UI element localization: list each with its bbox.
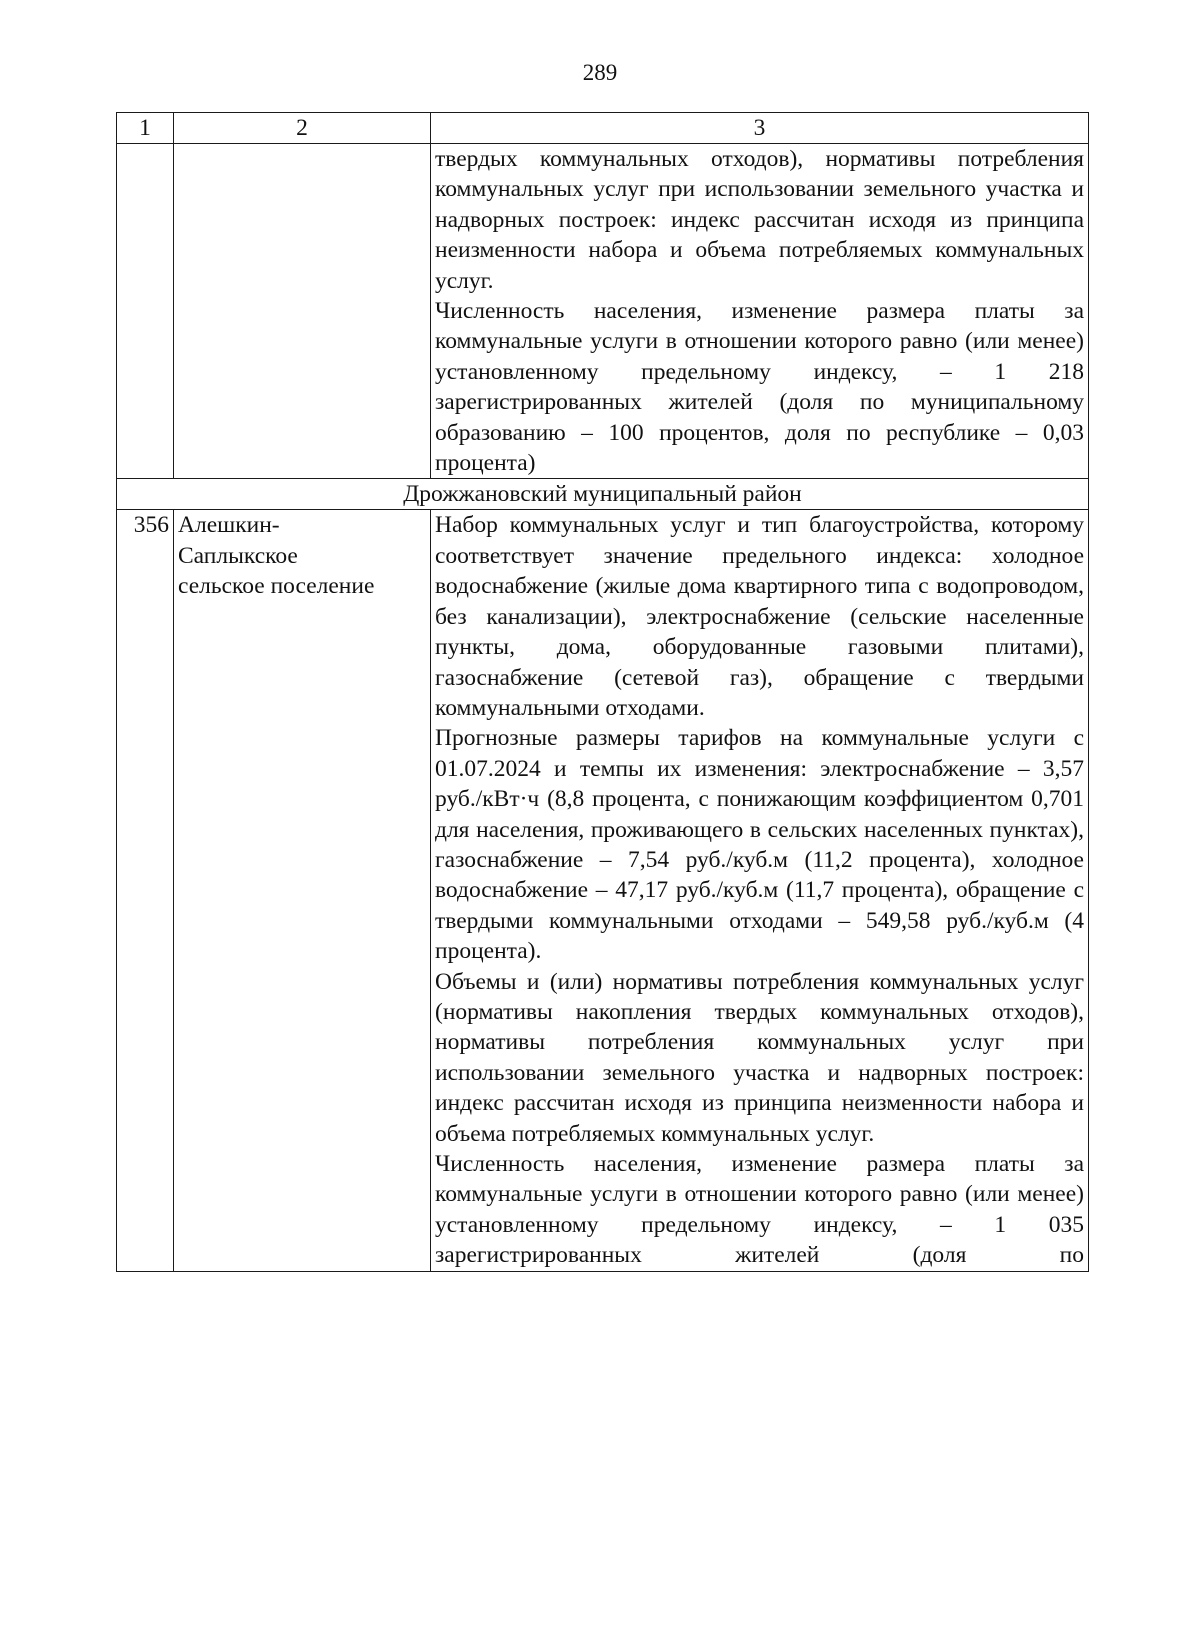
description-cell bbox=[431, 144, 1089, 479]
description-paragraph: Численность населения, изменение размера платы за коммунальные услуги в отношении которого равно (или менее) установленному предельному индексу, – 1 218 зарегистрированных жителей (доля по муниципальному образованию – 100 процентов, доля по республике – 0,03 процента) bbox=[435, 298, 1084, 477]
settlement-name-line: Алешкин- bbox=[178, 512, 280, 539]
description-paragraph: Набор коммунальных услуг и тип благоустройства, которому соответствует значение предельного индекса: холодное водоснабжение (жилые дома квартирного типа с водопроводом, без канализации), электроснабжение (сельские населенные пункты, дома, оборудованные газовыми плитами), газоснабжение (сетевой газ), обращение с твердыми коммунальными отходами. bbox=[435, 512, 1084, 721]
section-row bbox=[117, 479, 1089, 510]
description-paragraph: твердых коммунальных отходов), нормативы потребления коммунальных услуг при использовании земельного участка и надворных построек: индекс рассчитан исходя из принципа неизменности набора и объема потребляемых коммунальных услуг. bbox=[435, 146, 1084, 294]
tariff-table bbox=[116, 112, 1089, 1272]
column-header-3: 3 bbox=[431, 113, 1089, 144]
table-header-row bbox=[117, 113, 1089, 144]
description-paragraph: Прогнозные размеры тарифов на коммунальные услуги с 01.07.2024 и темпы их изменения: электроснабжение – 3,57 руб./кВт·ч (8,8 процента, с понижающим коэффициентом 0,701 для населения, проживающего в сельских населенных пунктах), газоснабжение – 7,54 руб./куб.м (11,2 процента), холодное водоснабжение – 47,17 руб./куб.м (11,7 процента), обращение с твердыми коммунальными отходами – 549,58 руб./куб.м (4 процента). bbox=[435, 725, 1084, 965]
district-title: Дрожжановский муниципальный район bbox=[117, 479, 1089, 510]
row-number-cell: 356 bbox=[117, 510, 174, 1271]
table-row-continued bbox=[117, 144, 1089, 479]
description-cell bbox=[431, 510, 1089, 1271]
settlement-name-line: Саплыкское bbox=[178, 542, 298, 569]
description-paragraph: Численность населения, изменение размера платы за коммунальные услуги в отношении которого равно (или менее) установленному предельному индексу, – 1 035 зарегистрированных жителей (доля по bbox=[435, 1151, 1084, 1269]
table-row bbox=[117, 510, 1089, 1271]
column-header-2: 2 bbox=[174, 113, 431, 144]
page-number: 289 bbox=[582, 60, 618, 85]
row-number-cell bbox=[117, 144, 174, 479]
settlement-name-cell bbox=[174, 510, 431, 1271]
settlement-name-line: сельское поселение bbox=[178, 573, 375, 600]
column-header-1: 1 bbox=[117, 113, 174, 144]
description-paragraph: Объемы и (или) нормативы потребления коммунальных услуг (нормативы накопления твердых коммунальных отходов), нормативы потребления коммунальных услуг при использовании земельного участка и надворных построек: индекс рассчитан исходя из принципа неизменности набора и объема потребляемых коммунальных услуг. bbox=[435, 968, 1084, 1147]
settlement-name-cell bbox=[174, 144, 431, 479]
